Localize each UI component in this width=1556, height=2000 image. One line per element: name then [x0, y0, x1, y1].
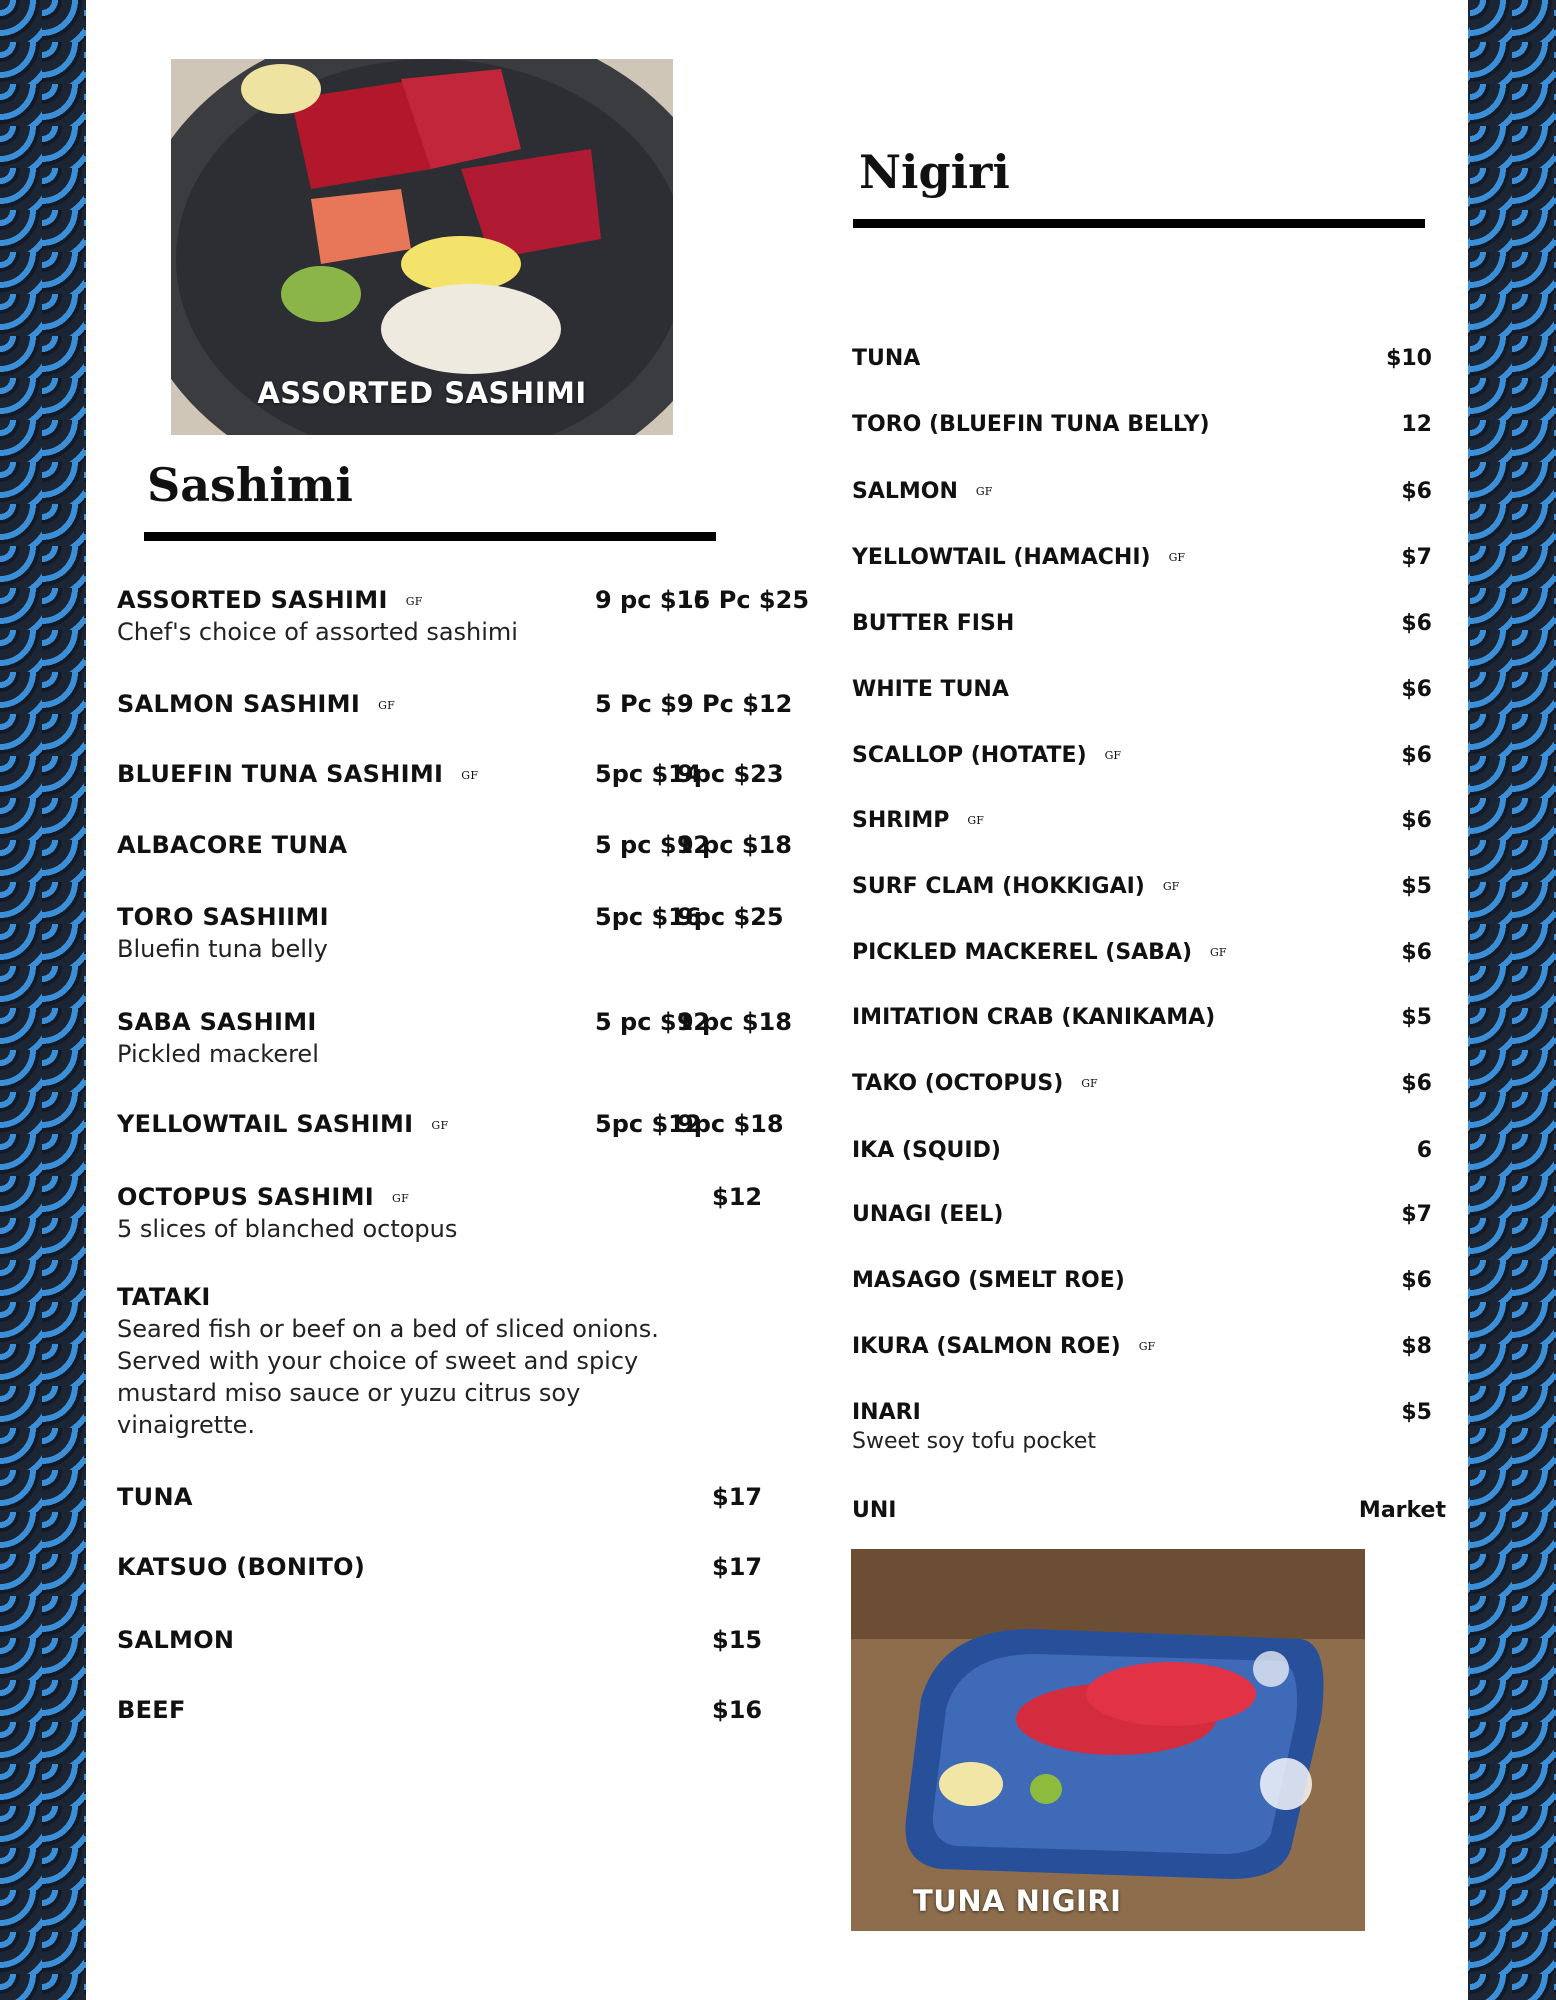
sashimi-price-large: 15 Pc $25: [677, 586, 810, 614]
tataki-item: [117, 1553, 763, 1581]
tuna-nigiri-image: [851, 1549, 1365, 1931]
nigiri-item: [852, 412, 1432, 437]
tataki-item-price: $17: [712, 1483, 763, 1511]
nigiri-item-price: $6: [1401, 1268, 1432, 1293]
tataki-item-name: BEEF: [117, 1696, 186, 1724]
nigiri-item-name-text: SURF CLAM (HOKKIGAI): [852, 874, 1145, 899]
sashimi-item: [117, 586, 810, 648]
nigiri-item-price: $6: [1401, 808, 1432, 833]
sashimi-price-large: $12: [712, 1183, 763, 1211]
nigiri-item-price: $10: [1386, 346, 1432, 371]
nigiri-item-name-text: UNI: [852, 1498, 897, 1523]
nigiri-item-name-text: INARI: [852, 1400, 921, 1425]
sashimi-price-small: 5 Pc $9: [595, 690, 694, 718]
sashimi-rule: [144, 532, 716, 541]
tataki-name: TATAKI: [117, 1283, 211, 1311]
tataki-item-price: $16: [712, 1696, 763, 1724]
nigiri-item-name-text: TORO (BLUEFIN TUNA BELLY): [852, 412, 1210, 437]
gluten-free-badge: GF: [378, 699, 396, 712]
sashimi-item-name-text: YELLOWTAIL SASHIMI: [117, 1110, 414, 1138]
nigiri-item-price: $5: [1401, 1400, 1432, 1425]
nigiri-item: [852, 479, 1432, 504]
nigiri-item-name: [852, 479, 1432, 504]
sashimi-price-large: 9pc $18: [677, 1110, 784, 1138]
nigiri-item-name: [852, 1400, 1432, 1425]
nigiri-item-name: [852, 743, 1432, 768]
nigiri-item: [852, 1400, 1432, 1454]
nigiri-item-name: [852, 545, 1432, 570]
assorted-sashimi-photo: [171, 59, 673, 435]
gluten-free-badge: GF: [405, 595, 423, 608]
tataki-item-price: $15: [712, 1626, 763, 1654]
nigiri-item-name: [852, 1138, 1432, 1163]
nigiri-item: [852, 545, 1432, 570]
nigiri-item-price: $6: [1401, 677, 1432, 702]
menu-page: [86, 0, 1468, 2000]
nigiri-item: [852, 940, 1432, 965]
sashimi-item: [117, 831, 797, 859]
nigiri-item: [852, 1202, 1432, 1227]
sashimi-item-description: Chef's choice of assorted sashimi: [117, 618, 518, 646]
nigiri-item: [852, 808, 1432, 833]
nigiri-item-price: Market: [1358, 1498, 1446, 1523]
sashimi-price-large: 9pc $25: [677, 903, 784, 931]
sashimi-item-name: [117, 1183, 797, 1211]
gluten-free-badge: GF: [1081, 1077, 1098, 1090]
sashimi-item: [117, 1183, 797, 1245]
sashimi-item: [117, 760, 797, 788]
nigiri-rule: [853, 219, 1425, 228]
nigiri-item-price: $6: [1401, 743, 1432, 768]
sashimi-item-name-text: OCTOPUS SASHIMI: [117, 1183, 374, 1211]
gluten-free-badge: GF: [1104, 749, 1122, 762]
nigiri-item: [852, 1334, 1432, 1359]
nigiri-item: [852, 1498, 1446, 1523]
sashimi-item-name-text: TORO SASHIIMI: [117, 903, 329, 931]
sashimi-price-large: 9pc $23: [677, 760, 784, 788]
sashimi-price-small: 5pc $12: [595, 1110, 702, 1138]
nigiri-item-price: $6: [1401, 479, 1432, 504]
sashimi-price-small: 5pc $16: [595, 903, 702, 931]
nigiri-item-name: [852, 940, 1432, 965]
nigiri-item-name-text: UNAGI (EEL): [852, 1202, 1004, 1227]
tataki-item-name: SALMON: [117, 1626, 235, 1654]
sashimi-item-description: Bluefin tuna belly: [117, 935, 328, 963]
sashimi-item-description: Pickled mackerel: [117, 1040, 319, 1068]
tataki-item: [117, 1483, 763, 1511]
sashimi-price-large: 9 Pc $12: [677, 690, 793, 718]
nigiri-item-name: [852, 1071, 1432, 1096]
nigiri-item-name-text: SCALLOP (HOTATE): [852, 743, 1087, 768]
gluten-free-badge: GF: [1168, 551, 1186, 564]
nigiri-item-name-text: SALMON: [852, 479, 958, 504]
nigiri-item-name-text: MASAGO (SMELT ROE): [852, 1268, 1125, 1293]
sashimi-item-name-text: ALBACORE TUNA: [117, 831, 348, 859]
nigiri-item-name-text: SHRIMP: [852, 808, 950, 833]
nigiri-item-name: [852, 874, 1432, 899]
sashimi-price-large: 9 pc $18: [677, 1008, 792, 1036]
nigiri-item-name-text: IKURA (SALMON ROE): [852, 1334, 1121, 1359]
tataki-item-name: TUNA: [117, 1483, 193, 1511]
sashimi-item-name-text: ASSORTED SASHIMI: [117, 586, 388, 614]
tataki-item-price: $17: [712, 1553, 763, 1581]
sashimi-item: [117, 1110, 797, 1138]
sashimi-item-description: 5 slices of blanched octopus: [117, 1215, 458, 1243]
nigiri-item-name: [852, 611, 1432, 636]
nigiri-item: [852, 1268, 1432, 1293]
sashimi-item: [117, 903, 797, 965]
tataki-item-name: KATSUO (BONITO): [117, 1553, 366, 1581]
nigiri-item-price: $5: [1401, 1005, 1432, 1030]
sashimi-price-small: 5 pc $12: [595, 1008, 710, 1036]
tataki-description: Seared fish or beef on a bed of sliced onions. Served with your choice of sweet and spicy mustard miso sauce or yuzu citrus soy vinaigrette.: [117, 1315, 659, 1439]
nigiri-item-price: $7: [1401, 545, 1432, 570]
gluten-free-badge: GF: [1138, 1340, 1156, 1353]
nigiri-item-name-text: IKA (SQUID): [852, 1138, 1001, 1163]
gluten-free-badge: GF: [391, 1192, 410, 1205]
sashimi-item: [117, 1008, 797, 1070]
nigiri-item-name: [852, 808, 1432, 833]
gluten-free-badge: GF: [1210, 946, 1227, 959]
nigiri-item-name-text: IMITATION CRAB (KANIKAMA): [852, 1005, 1216, 1030]
nigiri-item-price: $8: [1401, 1334, 1432, 1359]
tuna-nigiri-caption: TUNA NIGIRI: [913, 1884, 1122, 1918]
tataki-item: [117, 1626, 763, 1654]
assorted-sashimi-caption: ASSORTED SASHIMI: [257, 376, 587, 410]
nigiri-item: [852, 1005, 1432, 1030]
nigiri-item: [852, 677, 1432, 702]
nigiri-title: Nigiri: [859, 145, 1010, 199]
sashimi-item-name-text: SABA SASHIMI: [117, 1008, 317, 1036]
nigiri-item-description: Sweet soy tofu pocket: [852, 1429, 1096, 1454]
gluten-free-badge: GF: [975, 485, 993, 498]
gluten-free-badge: GF: [1162, 880, 1180, 893]
nigiri-item-name-text: PICKLED MACKEREL (SABA): [852, 940, 1193, 965]
sashimi-price-small: 9 pc $16: [595, 586, 710, 614]
nigiri-item-name: [852, 346, 1432, 371]
nigiri-item-price: 12: [1401, 412, 1432, 437]
nigiri-item: [852, 346, 1432, 371]
gluten-free-badge: GF: [431, 1119, 449, 1132]
nigiri-item-price: $6: [1401, 611, 1432, 636]
nigiri-item-name-text: BUTTER FISH: [852, 611, 1015, 636]
nigiri-item-name: [852, 1005, 1432, 1030]
nigiri-item-name: [852, 1268, 1432, 1293]
nigiri-item-price: $6: [1401, 1071, 1432, 1096]
nigiri-item: [852, 874, 1432, 899]
sashimi-price-small: 5 pc $12: [595, 831, 710, 859]
nigiri-item-name-text: TUNA: [852, 346, 921, 371]
nigiri-item-price: 6: [1416, 1138, 1432, 1163]
sashimi-item: [117, 690, 797, 718]
gluten-free-badge: GF: [967, 814, 984, 827]
tuna-nigiri-photo: [851, 1549, 1365, 1931]
nigiri-item-name-text: TAKO (OCTOPUS): [852, 1071, 1064, 1096]
nigiri-item: [852, 1071, 1432, 1096]
sashimi-price-large: 9 pc $18: [677, 831, 792, 859]
tataki-header: [117, 1283, 677, 1441]
tataki-item: [117, 1696, 763, 1724]
nigiri-item: [852, 611, 1432, 636]
nigiri-item-name: [852, 1334, 1432, 1359]
nigiri-item-name-text: YELLOWTAIL (HAMACHI): [852, 545, 1151, 570]
nigiri-item: [852, 1138, 1432, 1163]
sashimi-item-name-text: SALMON SASHIMI: [117, 690, 361, 718]
gluten-free-badge: GF: [461, 769, 479, 782]
nigiri-item-name: [852, 412, 1432, 437]
sashimi-title: Sashimi: [147, 458, 353, 512]
sashimi-price-small: 5pc $14: [595, 760, 702, 788]
nigiri-item-name-text: WHITE TUNA: [852, 677, 1009, 702]
nigiri-item-name: [852, 1498, 1446, 1523]
nigiri-item-name: [852, 677, 1432, 702]
sashimi-item-name-text: BLUEFIN TUNA SASHIMI: [117, 760, 444, 788]
nigiri-item: [852, 743, 1432, 768]
nigiri-item-price: $7: [1401, 1202, 1432, 1227]
nigiri-item-name: [852, 1202, 1432, 1227]
nigiri-item-price: $6: [1401, 940, 1432, 965]
nigiri-item-price: $5: [1401, 874, 1432, 899]
